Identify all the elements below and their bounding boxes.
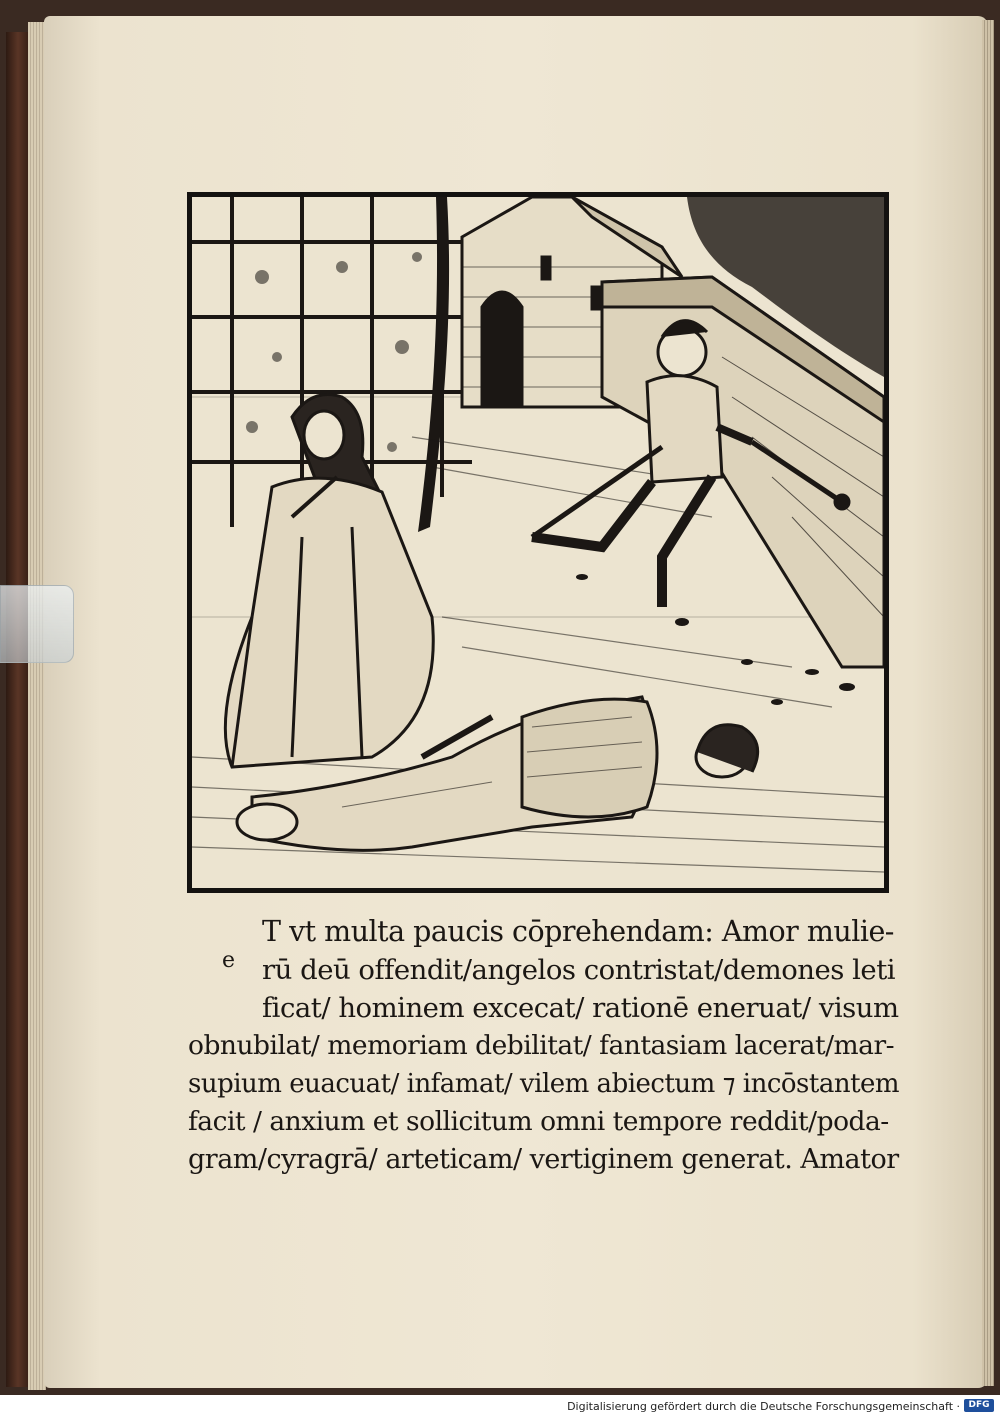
text-line-5: supium euacuat/ infamat/ vilem abiectum ⁊ incōstantem xyxy=(188,1069,900,1099)
text-line-4: obnubilat/ memoriam debilitat/ fantasiam lacerat/mar- xyxy=(188,1030,895,1061)
dfg-logo: DFG xyxy=(964,1399,994,1412)
woodcut-illustration xyxy=(187,192,889,893)
footer-credit: Digitalisierung gefördert durch die Deutsche Forschungsgemeinschaft · xyxy=(567,1400,960,1413)
text-line-6: facit / anxium et sollicitum omni tempore reddit/poda- xyxy=(188,1106,889,1137)
text-line-3: ficat/ hominem excecat/ rationē eneruat/ visum xyxy=(262,992,899,1024)
page-stack-right xyxy=(982,20,994,1386)
marginal-annotation: e xyxy=(222,948,236,973)
clip-tab xyxy=(0,585,74,663)
text-line-1: T vt multa paucis cōprehendam: Amor mulie- xyxy=(262,915,894,948)
woodcut-scene-icon xyxy=(192,197,884,888)
text-line-7: gram/cyragrā/ arteticam/ vertiginem generat. Amator xyxy=(188,1144,899,1175)
text-line-2: rū deū offendit/angelos contristat/demones leti xyxy=(262,954,896,986)
